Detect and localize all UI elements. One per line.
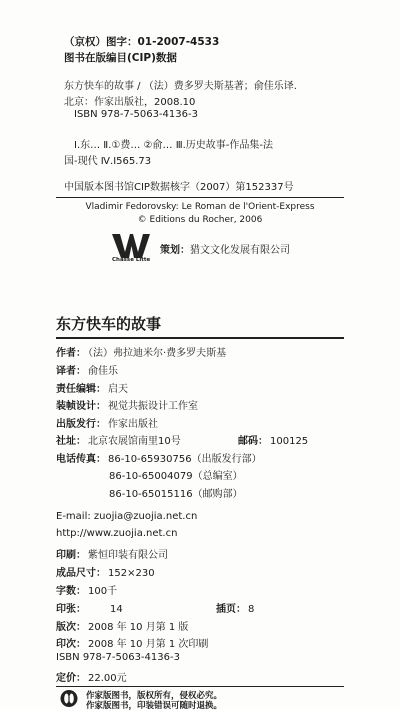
phone-label: 电话传真： [56,454,106,465]
cip-isbn: ISBN 978-7-5063-4136-3 [74,109,198,120]
logo-text: Chasse Litte [112,257,151,263]
cip-entry-title: 东方快车的故事 / （法）费多罗夫斯基著；俞佳乐译. [64,81,297,92]
email: E-mail: zuojia@zuojia.net.cn [56,511,198,522]
translator: 俞佳乐 [88,366,118,377]
title-rule [56,337,344,339]
cip-subject-line1: Ⅰ.东… Ⅱ.①费… ②俞… Ⅲ.历史故事-作品集-法 [74,140,273,151]
design: 视觉共振设计工作室 [108,401,198,412]
edition-row [56,618,188,633]
website: http://www.zuojia.net.cn [56,528,178,539]
impression: 2008 年 10 月第 1 次印刷 [88,639,209,650]
plates-row [216,600,254,615]
printer: 紫恒印装有限公司 [88,550,168,561]
publisher-logo [60,689,78,708]
design-row [56,397,198,412]
isbn: ISBN 978-7-5063-4136-3 [56,652,180,663]
chasse-litte-logo [112,234,150,264]
zip-label: 邮码： [238,436,268,447]
footer-divider [56,686,344,687]
author-row [56,344,226,359]
address-row [56,432,181,447]
price-row [56,669,127,684]
book-title: 东方快车的故事 [56,315,162,333]
phone-3: 86-10-65015116（邮购部） [109,489,243,500]
author: （法）弗拉迪米尔·费多罗夫斯基 [88,348,227,359]
author-label: 作者： [56,348,86,359]
address-label: 社址： [56,436,86,447]
address: 北京农展馆南里10号 [88,436,181,447]
design-label: 装帧设计： [56,401,106,412]
cip-subject-line2: 国-现代 Ⅳ.I565.73 [64,156,152,167]
sheets-label: 印张： [56,604,86,615]
cip-verification: 中国版本图书馆CIP数据核字（2007）第152337号 [64,182,294,193]
size-label: 成品尺寸： [56,568,106,579]
editor-row [56,380,128,395]
editor: 启天 [108,384,128,395]
divider [56,197,344,198]
copyright-license-number: （京权）图字：01-2007-4533 [64,36,220,48]
phone-2: 86-10-65004079（总编室） [109,471,243,482]
publisher-row [56,415,158,430]
price: 22.00元 [88,673,127,684]
impression-row [56,635,208,650]
plates-label: 插页： [216,604,246,615]
phone-1: 86-10-65930756（出版发行部） [108,454,262,465]
size-row [56,564,155,579]
impression-label: 印次： [56,639,86,650]
publisher: 作家出版社 [108,419,158,430]
planner-label: 策划： [160,245,190,256]
planner-name: 猎文文化发展有限公司 [190,245,290,256]
translator-label: 译者： [56,366,86,377]
edition: 2008 年 10 月第 1 版 [88,622,189,633]
original-title: Vladimir Fedorovsky: Le Roman de l'Orient-Express [85,202,315,212]
footer-rights: 作家版图书，版权所有，侵权必究。 [86,691,223,701]
size: 152×230 [108,568,155,579]
publisher-label: 出版发行： [56,419,106,430]
original-copyright: © Editions du Rocher, 2006 [137,215,263,225]
sheets: 14 [110,604,123,615]
editor-label: 责任编辑： [56,384,106,395]
phone-row [56,450,262,465]
footer-return: 作家版图书，印装错误可随时退换。 [86,701,223,711]
price-label: 定价： [56,673,86,684]
words-label: 字数： [56,586,86,597]
words-row [56,582,117,597]
printer-label: 印刷： [56,550,86,561]
zip: 100125 [270,436,309,447]
plates: 8 [248,604,255,615]
translator-row [56,362,118,377]
words: 100千 [88,586,118,597]
zip-row [238,432,308,447]
sheets-row [56,600,123,615]
cip-entry-publisher: 北京：作家出版社，2008.10 [64,97,196,108]
printer-row [56,546,168,561]
edition-label: 版次： [56,622,86,633]
cip-heading: 图书在版编目(CIP)数据 [64,52,177,64]
